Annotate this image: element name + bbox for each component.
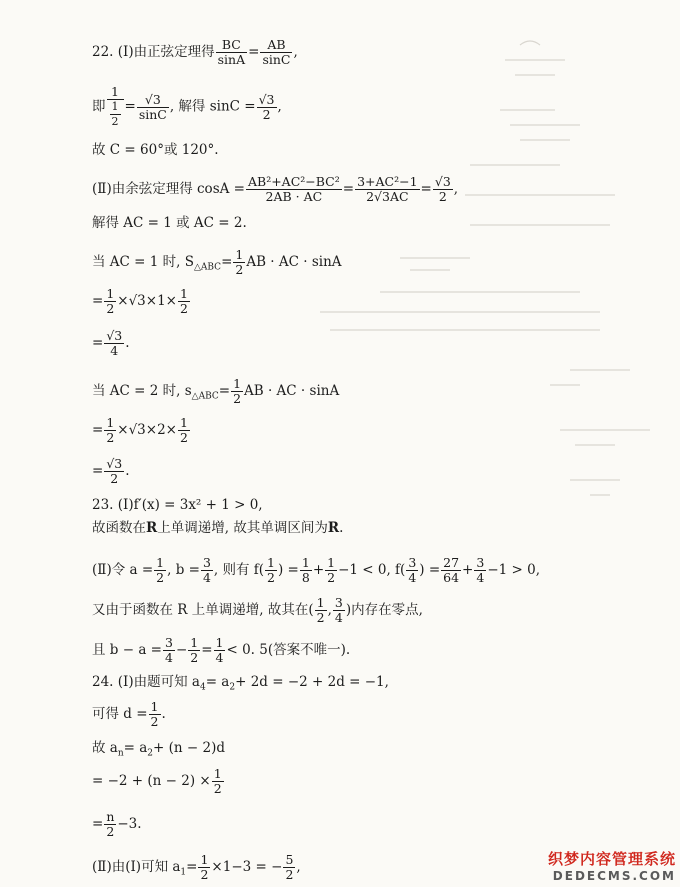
area-case-ac1 [92, 248, 342, 277]
denominator: 4 [164, 650, 173, 665]
denominator: 4 [334, 610, 343, 625]
text: 上单调递增, 故其单调区间为 [157, 520, 328, 536]
denominator: 2AB · AC [265, 189, 323, 204]
site-watermark [548, 848, 676, 883]
text: , [453, 181, 459, 197]
text: ) = [419, 562, 441, 578]
area-case-ac2-result [92, 457, 130, 486]
set-r: R [146, 520, 158, 536]
denominator: 2 [285, 867, 294, 882]
text: 故 a [92, 740, 118, 756]
solution-22-part1 [92, 38, 298, 67]
denominator: 2 [106, 430, 115, 445]
fraction [265, 556, 277, 585]
numerator: 1 [107, 85, 124, 100]
solution-24-general-term [92, 740, 225, 762]
text: = −2 + (n − 2) × [92, 773, 211, 789]
fraction-ab-over-sinc [260, 38, 292, 67]
denominator: sinC [138, 106, 167, 122]
denominator: 4 [476, 570, 485, 585]
denominator: 8 [301, 570, 310, 585]
fraction-half [198, 853, 210, 882]
fraction [201, 556, 213, 585]
fraction-root3-over-4 [104, 329, 124, 358]
text: 24. (Ⅰ)由题可知 a [92, 674, 200, 690]
equals: = [92, 335, 104, 351]
denominator: 2 [438, 189, 447, 204]
denominator: 64 [443, 570, 460, 585]
fraction-half [149, 700, 161, 729]
numerator: 1 [111, 100, 119, 113]
subscript: 2 [147, 748, 154, 759]
text: < 0. 5(答案不唯一). [226, 642, 351, 658]
numerator: 1 [106, 286, 115, 301]
numerator: 27 [443, 555, 460, 570]
text: . [339, 520, 344, 536]
numerator: √3 [106, 328, 123, 343]
fraction-root3-over-2 [104, 457, 124, 486]
numerator: AB²+AC²−BC² [247, 174, 340, 189]
denominator: 2 [262, 106, 271, 122]
denominator: 2 [267, 570, 275, 585]
text: , 则有 f( [213, 562, 265, 578]
equals: = [342, 181, 355, 197]
numerator: 1 [156, 555, 165, 570]
fraction [474, 556, 486, 585]
denominator: 2 [179, 430, 188, 445]
compound-fraction [107, 85, 124, 129]
denominator: 2 [190, 650, 199, 665]
text: (Ⅱ)令 a = [92, 562, 154, 578]
denominator: 2 [316, 610, 325, 625]
text: + [312, 562, 325, 578]
numerator: 1 [213, 766, 222, 781]
solution-24-part2 [92, 853, 301, 882]
text: 可得 d = [92, 706, 148, 722]
equals: = [92, 816, 104, 832]
equals: = [186, 859, 198, 875]
denominator: sinC [262, 52, 291, 67]
text: ) = [277, 562, 299, 578]
text: 且 b − a = [92, 642, 162, 658]
fraction [214, 636, 226, 665]
fraction-root3-over-2 [433, 175, 453, 204]
text: ×1−3 = − [211, 859, 283, 875]
fraction-root3-over-2 [257, 93, 277, 122]
fraction [315, 596, 327, 625]
fraction-half [178, 416, 190, 445]
denominator: 2 [106, 301, 115, 316]
set-r: R [327, 520, 340, 536]
substituted-fraction [355, 175, 419, 204]
solution-23-difference [92, 636, 350, 665]
fraction [163, 636, 175, 665]
numerator: √3 [258, 91, 275, 107]
numerator: 5 [285, 852, 294, 867]
equals: = [124, 98, 136, 115]
equals: = [92, 293, 104, 309]
numerator: BC [216, 38, 248, 53]
numerator: 1 [267, 555, 275, 570]
fraction-half [178, 287, 190, 316]
area-case-ac2 [92, 377, 339, 406]
text: 当 AC = 2 时, s [92, 383, 192, 399]
area-case-ac1-result [92, 329, 130, 358]
fraction-half [104, 416, 116, 445]
denominator: 2 [150, 714, 159, 729]
text: ×√3×2× [117, 422, 177, 438]
denominator: 2 [327, 570, 336, 585]
fraction-n-over-2 [104, 810, 116, 839]
numerator: 3+AC²−1 [357, 174, 418, 189]
numerator: 1 [150, 699, 159, 714]
numerator: 3 [164, 635, 173, 650]
text: −1 < 0, f( [338, 562, 406, 578]
text: , b = [167, 562, 200, 578]
subscript: n [117, 748, 124, 759]
fraction-half [233, 248, 245, 277]
numerator: 1 [215, 635, 224, 650]
equals: = [248, 44, 260, 60]
numerator: 1 [179, 415, 188, 430]
equals: = [420, 181, 432, 197]
text: , [293, 44, 298, 60]
numerator: 3 [334, 595, 343, 610]
denominator: 2 [110, 471, 119, 486]
denominator: 2 [156, 570, 165, 585]
fraction [283, 853, 295, 882]
denominator: 4 [110, 343, 119, 358]
numerator: 1 [106, 415, 115, 430]
solution-24-part1 [92, 674, 389, 696]
solution-22-step2 [92, 85, 282, 129]
solution-23-zero-interval [92, 596, 423, 625]
denominator: 4 [202, 570, 211, 585]
denominator: 4 [408, 570, 417, 585]
fraction [188, 636, 200, 665]
text: , [296, 859, 301, 875]
text: = [201, 642, 213, 658]
fraction [441, 556, 461, 585]
numerator: 1 [301, 555, 310, 570]
numerator: 1 [190, 635, 199, 650]
text: + [462, 562, 474, 578]
text: , [327, 602, 332, 618]
fraction [300, 556, 312, 585]
numerator: 3 [408, 555, 417, 570]
denominator: 2 [106, 824, 115, 839]
text: 22. (Ⅰ)由正弦定理得 [92, 44, 215, 60]
watermark-title: 织梦内容管理系统 [547, 850, 676, 868]
text: + 2d = −2 + 2d = −1, [235, 674, 389, 690]
numerator: √3 [106, 456, 123, 471]
equals: = [221, 254, 233, 270]
text: . [125, 463, 130, 479]
denominator [107, 100, 124, 129]
subscript: 4 [199, 682, 206, 693]
solution-24-simplified [92, 810, 142, 839]
solution-22-part2 [92, 175, 458, 204]
denominator: 2 [213, 781, 222, 796]
numerator: 3 [476, 555, 485, 570]
numerator: 1 [316, 595, 325, 610]
text: −3. [117, 816, 142, 832]
text: 当 AC = 1 时, S [92, 254, 194, 270]
fraction-bc-over-sina [216, 38, 248, 67]
fraction-root3-over-sinc [137, 93, 169, 122]
text: + (n − 2)d [153, 740, 225, 756]
text: −1 > 0, [487, 562, 540, 578]
numerator: 1 [235, 247, 244, 262]
text: AB · AC · sinA [244, 383, 340, 399]
equals: = [92, 463, 104, 479]
subscript: 2 [229, 682, 236, 693]
numerator: AB [260, 38, 292, 53]
solution-23-part2 [92, 556, 540, 585]
solution-22-ac-values [92, 215, 247, 231]
subscript: △ABC [193, 262, 222, 273]
denominator: 2 [111, 115, 119, 128]
inner-fraction [110, 100, 121, 129]
solution-24-d-value [92, 700, 166, 729]
solution-23-part1 [92, 497, 263, 513]
text: = a [123, 740, 148, 756]
text: 又由于函数在 R 上单调递增, 故其在( [92, 602, 314, 618]
text: )内存在零点, [345, 602, 423, 618]
text: , 解得 sinC = [169, 98, 256, 115]
fraction [333, 596, 345, 625]
fraction [406, 556, 418, 585]
text: . [161, 706, 166, 722]
numerator: n [106, 809, 115, 824]
numerator: 3 [202, 555, 211, 570]
area-case-ac2-calc [92, 416, 191, 445]
text: 故 C = 60°或 120°. [92, 142, 219, 158]
equals: = [218, 383, 231, 399]
fraction-half [212, 767, 224, 796]
equals: = [92, 422, 104, 438]
text: 即 [92, 98, 106, 115]
numerator: √3 [434, 174, 451, 189]
denominator: 2 [179, 301, 188, 316]
subscript: 1 [180, 867, 187, 878]
text: 解得 AC = 1 或 AC = 2. [92, 215, 247, 231]
denominator: 2 [233, 391, 242, 406]
cosine-law-fraction [246, 175, 342, 204]
fraction-half [231, 377, 243, 406]
subscript: △ABC [191, 391, 219, 402]
denominator: sinA [217, 52, 246, 67]
fraction [154, 556, 166, 585]
denominator: 2√3AC [366, 189, 409, 204]
fraction-half [104, 287, 116, 316]
fraction [325, 556, 337, 585]
denominator: 2 [200, 867, 209, 882]
numerator: √3 [137, 93, 169, 108]
solution-23-monotonic [92, 520, 343, 536]
text: − [175, 642, 188, 658]
text: ×√3×1× [117, 293, 177, 309]
text: (Ⅱ)由余弦定理得 cosA = [92, 181, 245, 197]
text: 23. (Ⅰ)f′(x) = 3x² + 1 > 0, [92, 497, 263, 513]
solution-22-conclusion [92, 142, 219, 158]
denominator: 4 [215, 650, 224, 665]
text: , [277, 98, 282, 115]
solution-24-substitution [92, 767, 225, 796]
numerator: 1 [233, 376, 242, 391]
text: . [125, 335, 130, 351]
text: = a [205, 674, 230, 690]
area-case-ac1-calc [92, 287, 191, 316]
text: (Ⅱ)由(Ⅰ)可知 a [92, 859, 181, 875]
denominator: 2 [235, 262, 244, 277]
text: AB · AC · sinA [246, 254, 342, 270]
watermark-domain: DEDECMS.COM [552, 869, 676, 883]
text: 故函数在 [92, 520, 146, 536]
numerator: 1 [327, 555, 336, 570]
numerator: 1 [179, 286, 188, 301]
numerator: 1 [200, 852, 209, 867]
